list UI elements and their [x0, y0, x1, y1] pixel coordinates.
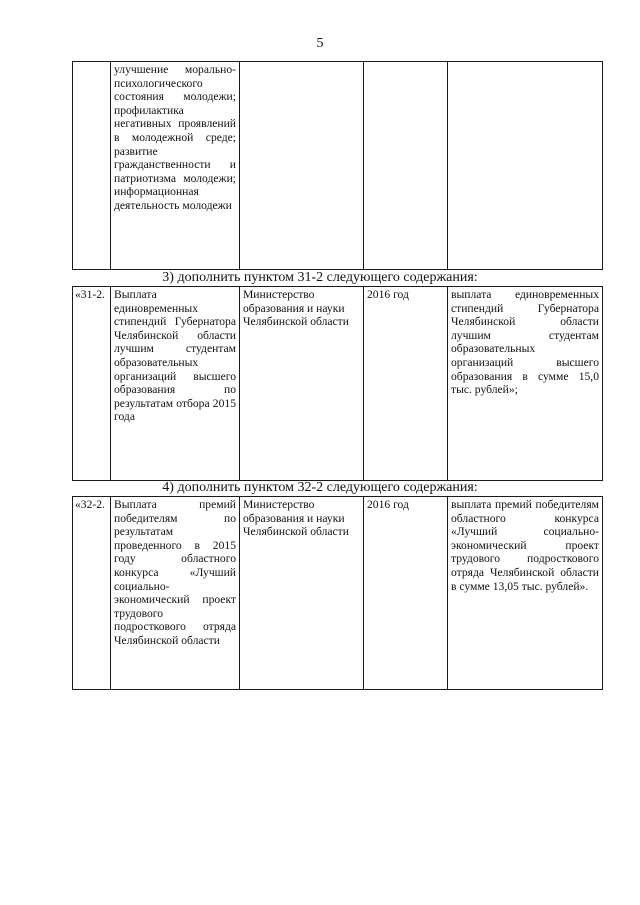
amendment-caption-31-2: 3) дополнить пунктом 31-2 следующего содержания: [162, 270, 478, 285]
page-number: 5 [316, 36, 324, 51]
item-number-cell: «31-2. [73, 287, 111, 481]
item-description-cell: Выплата единовременных стипендий Губернатора Челябинской области лучшим студентам образовательных организаций высшего образования по результатам отбора 2015 года [111, 287, 240, 481]
item-ministry-cell: Министерство образования и науки Челябинской области [240, 287, 364, 481]
item-description-cell: улучшение морально-психологического состояния молодежи; профилактика негативных проявлений в молодежной среде; развитие гражданственности и патриотизма молодежи; информационная деятельность молодежи [111, 62, 240, 270]
item-result-cell: выплата единовременных стипендий Губернатора Челябинской области лучшим студентам образовательных организаций высшего образования в сумме 15,0 тыс. рублей»; [448, 287, 603, 481]
amendment-caption-32-2: 4) дополнить пунктом 32-2 следующего содержания: [162, 480, 478, 495]
table-row [73, 497, 603, 690]
item-number-cell [73, 62, 111, 270]
table-item-31-2 [72, 286, 603, 481]
item-year-cell [364, 62, 448, 270]
item-result-cell: выплата премий победителям областного конкурса «Лучший социально-экономический проект трудового подросткового отряда Челябинской области в сумме 13,05 тыс. рублей». [448, 497, 603, 690]
item-ministry-cell: Министерство образования и науки Челябинской области [240, 497, 364, 690]
item-description-cell: Выплата премий победителям по результатам проведенного в 2015 году областного конкурса «Лучший социально-экономический проект трудового подросткового отряда Челябинской области [111, 497, 240, 690]
item-year-cell: 2016 год [364, 497, 448, 690]
item-year-cell: 2016 год [364, 287, 448, 481]
item-ministry-cell [240, 62, 364, 270]
table-item-32-2 [72, 496, 603, 690]
table-row [73, 287, 603, 481]
table-row [73, 62, 603, 270]
table-continuation [72, 61, 603, 270]
item-number-cell: «32-2. [73, 497, 111, 690]
item-result-cell [448, 62, 603, 270]
